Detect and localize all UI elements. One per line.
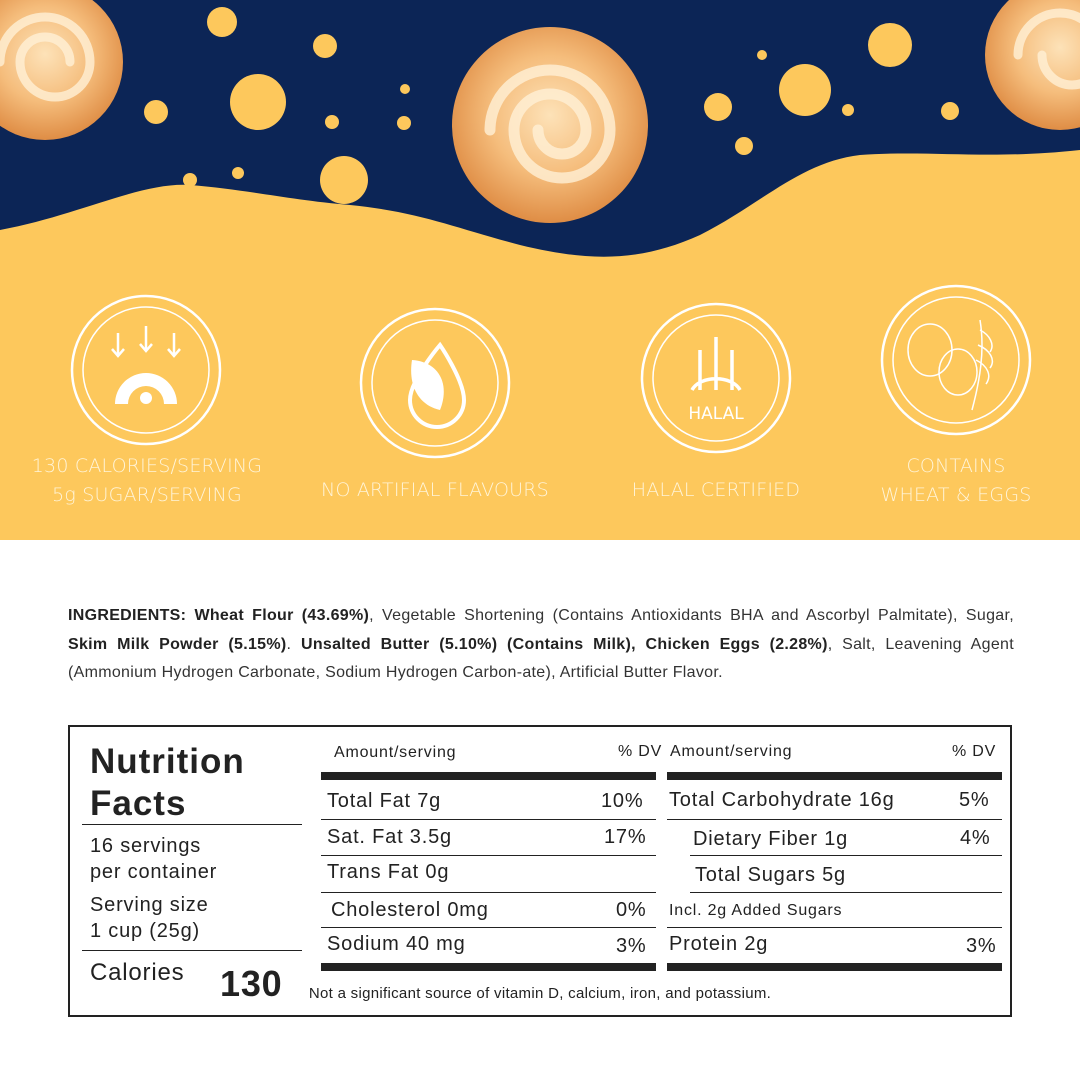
nutrient-sodium-dv: 3% (616, 935, 647, 957)
feature-label-line: CONTAINS (906, 455, 1006, 477)
feature-label-line: 5g SUGAR/SERVING (52, 484, 242, 506)
calories-value: 130 (220, 963, 283, 1004)
feature-label-flavours (300, 476, 570, 505)
right-header-amount: Amount/serving (670, 743, 793, 760)
ingredient-segment: , Salt, Leavening Agent (Ammonium Hydrogen Carbonate, Sodium Hydrogen Carbon-ate), Artificial Butter Flavor. (68, 635, 1014, 681)
left-header-amount: Amount/serving (334, 744, 457, 761)
left-header-dv: % DV (618, 743, 663, 760)
nutrient-cholesterol: Cholesterol 0mg (331, 899, 489, 921)
nutrient-sodium: Sodium 40 mg (327, 933, 466, 955)
feature-label-allergens (856, 452, 1056, 510)
title-line: Facts (90, 784, 187, 823)
nutrient-dietary-fiber: Dietary Fiber 1g (693, 828, 849, 850)
feature-label-line: HALAL CERTIFIED (631, 479, 801, 501)
nutrient-protein: Protein 2g (669, 933, 769, 955)
serving-size-value: 1 cup (25g) (90, 920, 200, 942)
calories-label: Calories (90, 959, 185, 986)
ingredient-bold-segment: INGREDIENTS: Wheat Flour (43.69%) (68, 607, 370, 624)
nutrient-trans-fat: Trans Fat 0g (327, 861, 450, 883)
feature-label-calories (26, 452, 268, 510)
nutrient-added-sugars: Incl. 2g Added Sugars (669, 902, 843, 919)
nutrition-facts-title (90, 741, 245, 825)
ingredient-segment: , Vegetable Shortening (Contains Antioxidants BHA and Ascorbyl Palmitate), Sugar, (369, 607, 1014, 624)
servings-count: 16 servings (90, 835, 202, 857)
feature-label-halal (606, 476, 826, 505)
nutrient-sat-fat-dv: 17% (604, 826, 647, 848)
nutrition-facts-panel (68, 725, 1012, 1017)
nutrient-cholesterol-dv: 0% (616, 899, 647, 921)
feature-label-line: 130 CALORIES/SERVING (31, 455, 263, 477)
cookie-image-center (452, 27, 648, 223)
nutrient-total-sugars: Total Sugars 5g (695, 864, 846, 886)
serving-size-label: Serving size (90, 894, 209, 916)
nutrient-total-fat: Total Fat 7g (327, 790, 442, 812)
feature-label-line: WHEAT & EGGS (880, 484, 1032, 506)
nutrient-sat-fat: Sat. Fat 3.5g (327, 826, 452, 848)
nutrient-dietary-fiber-dv: 4% (960, 827, 991, 849)
ingredient-bold-segment: Unsalted Butter (5.10%) (Contains Milk), Chicken Eggs (2.28%) (300, 635, 828, 653)
nutrient-protein-dv: 3% (966, 935, 997, 957)
nutrient-total-fat-dv: 10% (601, 790, 644, 812)
servings-per-container: per container (90, 861, 218, 883)
title-line: Nutrition (90, 742, 245, 781)
right-header-dv: % DV (952, 743, 997, 760)
halal-badge-text: HALAL (688, 404, 744, 424)
feature-label-line: NO ARTIFIAL FLAVOURS (321, 479, 549, 501)
nutrient-total-carbohydrate-dv: 5% (959, 789, 990, 811)
ingredients-text (68, 602, 1014, 688)
ingredient-bold-segment: Skim Milk Powder (5.15%) (68, 635, 287, 653)
ingredient-segment: . (286, 635, 301, 653)
nutrient-total-carbohydrate: Total Carbohydrate 16g (669, 789, 895, 811)
nutrition-footnote: Not a significant source of vitamin D, calcium, iron, and potassium. (308, 985, 772, 1002)
